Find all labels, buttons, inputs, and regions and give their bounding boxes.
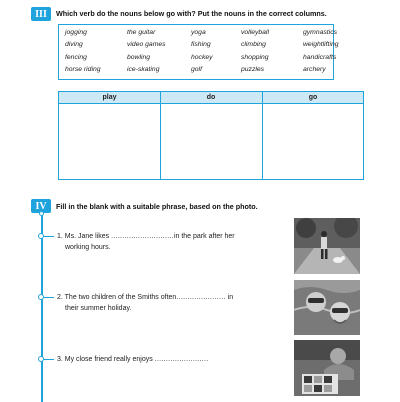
question-3 xyxy=(57,354,287,365)
question-3-text: 3. My close friend really enjoys xyxy=(57,356,155,363)
question-1-text: 1. Ms. Jane likes xyxy=(57,233,112,240)
answer-blank-3[interactable]: ........................ xyxy=(154,356,209,363)
word-item: hockey xyxy=(191,54,213,61)
column-header-do: do xyxy=(206,94,216,101)
word-item: diving xyxy=(65,41,83,48)
timeline-connector xyxy=(44,236,54,237)
section-badge-iii: III xyxy=(31,7,51,21)
timeline-line xyxy=(41,212,43,402)
verb-columns-table xyxy=(58,91,364,180)
photo-children-swimming xyxy=(294,280,360,335)
column-header-go: go xyxy=(308,94,318,101)
photo-friend-puzzle xyxy=(294,340,360,396)
section-badge-iv: IV xyxy=(31,199,51,213)
word-item: yoga xyxy=(191,29,206,36)
word-item: fencing xyxy=(65,54,87,61)
word-item: bowling xyxy=(127,54,151,61)
question-1 xyxy=(57,231,287,253)
word-bank xyxy=(58,24,339,80)
answer-cell-play[interactable] xyxy=(59,104,159,180)
word-item: golf xyxy=(191,66,202,73)
timeline-connector xyxy=(44,359,54,360)
answer-cell-go[interactable] xyxy=(263,104,363,180)
word-item: puzzles xyxy=(241,66,265,73)
question-2-text-end: in xyxy=(225,294,234,301)
answer-blank-1[interactable]: ............................ xyxy=(111,233,174,240)
word-item: horse riding xyxy=(65,66,101,73)
word-item: weightlifting xyxy=(303,41,339,48)
answer-cell-do[interactable] xyxy=(161,104,261,180)
timeline-connector xyxy=(44,297,54,298)
answer-blank-2[interactable]: ...................... xyxy=(176,294,226,301)
word-item: shopping xyxy=(241,54,269,61)
word-item: archery xyxy=(303,66,326,73)
word-item: climbing xyxy=(241,41,266,48)
section-iii-instruction: Which verb do the nouns below go with? Put the nouns in the correct columns. xyxy=(56,9,327,18)
word-item: volleyball xyxy=(241,29,269,36)
word-item: ice-skating xyxy=(127,66,160,73)
question-2 xyxy=(57,292,287,314)
question-2-text: 2. The two children of the Smiths often xyxy=(57,294,177,301)
word-item: handicrafts xyxy=(303,54,337,61)
column-header-play: play xyxy=(102,94,117,101)
question-1-line2: working hours. xyxy=(65,244,111,251)
question-2-line2: their summer holiday. xyxy=(65,305,132,312)
word-item: gymnastics xyxy=(303,29,337,36)
word-item: fishing xyxy=(191,41,211,48)
photo-woman-walking-dog xyxy=(294,218,360,274)
word-item: video games xyxy=(127,41,166,48)
question-1-text-end: in the park after her xyxy=(173,233,235,240)
word-item: jogging xyxy=(65,29,87,36)
section-iv-instruction: Fill in the blank with a suitable phrase, based on the photo. xyxy=(56,202,258,211)
timeline-start-dot xyxy=(39,211,44,216)
word-item: the guitar xyxy=(127,29,156,36)
